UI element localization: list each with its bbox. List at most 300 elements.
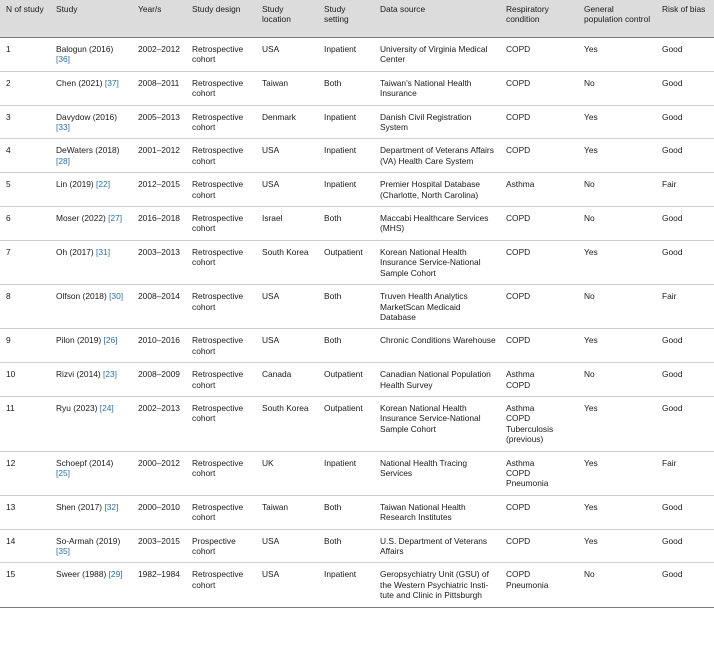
cell-value-source: Taiwan's National Health Insurance bbox=[380, 77, 472, 99]
cell-value-n: 5 bbox=[6, 179, 11, 190]
cell-value-n: 12 bbox=[6, 457, 16, 468]
cell-value-n: 4 bbox=[6, 145, 11, 156]
cell-condition bbox=[500, 396, 578, 451]
cell-study bbox=[50, 240, 132, 284]
cell-value-control: Yes bbox=[584, 246, 598, 257]
cell-years bbox=[132, 240, 186, 284]
cell-location bbox=[256, 207, 318, 241]
cell-source bbox=[374, 105, 500, 139]
cell-control bbox=[578, 173, 656, 207]
cell-years bbox=[132, 38, 186, 72]
cell-n bbox=[0, 139, 50, 173]
cell-study bbox=[50, 207, 132, 241]
cell-study bbox=[50, 71, 132, 105]
cell-value-years: 2005–2013 bbox=[138, 111, 180, 122]
cell-bias bbox=[656, 563, 714, 607]
cell-setting bbox=[318, 71, 374, 105]
cell-condition bbox=[500, 363, 578, 397]
cell-value-bias: Fair bbox=[662, 179, 677, 190]
cell-value-n: 7 bbox=[6, 246, 11, 257]
citation-link[interactable]: [35] bbox=[56, 546, 70, 556]
citation-link[interactable]: [25] bbox=[56, 467, 70, 478]
table-row bbox=[0, 451, 714, 495]
cell-condition bbox=[500, 329, 578, 363]
cell-bias bbox=[656, 105, 714, 139]
cell-setting bbox=[318, 240, 374, 284]
cell-n bbox=[0, 363, 50, 397]
cell-value-setting: Both bbox=[324, 213, 342, 224]
cell-value-design: Retrospective cohort bbox=[192, 213, 244, 234]
table-row bbox=[0, 529, 714, 563]
table-row bbox=[0, 329, 714, 363]
study-name: Shen (2017) bbox=[56, 501, 103, 512]
cell-bias bbox=[656, 495, 714, 529]
cell-bias bbox=[656, 173, 714, 207]
cell-value-condition: COPD bbox=[506, 77, 531, 88]
cell-value-years: 2001–2012 bbox=[138, 145, 180, 156]
cell-value-control: No bbox=[584, 179, 595, 190]
cell-control bbox=[578, 363, 656, 397]
table-row bbox=[0, 173, 714, 207]
citation-link[interactable]: [32] bbox=[104, 501, 119, 512]
study-name: Rizvi (2014) bbox=[56, 369, 101, 380]
cell-value-condition: COPD bbox=[506, 246, 531, 257]
cell-condition bbox=[500, 71, 578, 105]
table-row bbox=[0, 105, 714, 139]
cell-setting bbox=[318, 38, 374, 72]
cell-setting bbox=[318, 285, 374, 329]
cell-design bbox=[186, 285, 256, 329]
cell-value-years: 2016–2018 bbox=[138, 213, 180, 224]
cell-value-design: Retrospective cohort bbox=[192, 291, 244, 312]
cell-value-n: 13 bbox=[6, 501, 16, 512]
cell-location bbox=[256, 329, 318, 363]
cell-value-location: USA bbox=[262, 535, 280, 546]
cell-value-bias: Good bbox=[662, 369, 683, 380]
header-control: General population control bbox=[578, 0, 656, 38]
cell-location bbox=[256, 240, 318, 284]
cell-value-years: 2000–2010 bbox=[138, 501, 180, 512]
cell-value-setting: Outpatient bbox=[324, 246, 363, 257]
cell-value-n: 6 bbox=[6, 213, 11, 224]
header-bias: Risk of bias bbox=[656, 0, 714, 38]
cell-location bbox=[256, 563, 318, 607]
cell-setting bbox=[318, 495, 374, 529]
header-years: Year/s bbox=[132, 0, 186, 38]
cell-study bbox=[50, 173, 132, 207]
cell-value-setting: Inpatient bbox=[324, 44, 357, 54]
table-row bbox=[0, 396, 714, 451]
study-name: Ryu (2023) bbox=[56, 402, 98, 413]
cell-years bbox=[132, 71, 186, 105]
cell-control bbox=[578, 529, 656, 563]
cell-value-source: Department of Veterans Affairs (VA) Health Care System bbox=[380, 145, 494, 166]
cell-setting bbox=[318, 139, 374, 173]
cell-value-n: 8 bbox=[6, 291, 11, 302]
cell-value-source: Taiwan National Health Research Institutes bbox=[380, 501, 466, 523]
cell-control bbox=[578, 451, 656, 495]
cell-source bbox=[374, 451, 500, 495]
cell-value-n: 2 bbox=[6, 77, 11, 88]
cell-value-bias: Good bbox=[662, 246, 683, 257]
cell-condition bbox=[500, 139, 578, 173]
cell-value-control: No bbox=[584, 569, 595, 580]
cell-setting bbox=[318, 207, 374, 241]
cell-value-bias: Good bbox=[662, 213, 683, 224]
cell-condition bbox=[500, 38, 578, 72]
cell-source bbox=[374, 495, 500, 529]
cell-value-design: Retrospective cohort bbox=[192, 402, 244, 424]
cell-bias bbox=[656, 139, 714, 173]
cell-value-design: Retrospective cohort bbox=[192, 569, 244, 590]
cell-value-location: Taiwan bbox=[262, 77, 289, 88]
cell-n bbox=[0, 495, 50, 529]
cell-value-n: 11 bbox=[6, 402, 15, 413]
cell-design bbox=[186, 105, 256, 139]
cell-setting bbox=[318, 529, 374, 563]
cell-design bbox=[186, 363, 256, 397]
citation-link[interactable]: [30] bbox=[109, 291, 124, 302]
cell-value-source: Premier Hospital Database (Charlotte, North Carolina) bbox=[380, 179, 481, 200]
cell-value-bias: Good bbox=[662, 501, 683, 512]
cell-control bbox=[578, 139, 656, 173]
cell-source bbox=[374, 285, 500, 329]
cell-control bbox=[578, 71, 656, 105]
cell-location bbox=[256, 285, 318, 329]
study-name: Oh (2017) bbox=[56, 246, 94, 257]
cell-n bbox=[0, 529, 50, 563]
cell-n bbox=[0, 240, 50, 284]
study-name: Balogun (2016) bbox=[56, 44, 114, 54]
cell-bias bbox=[656, 329, 714, 363]
cell-design bbox=[186, 71, 256, 105]
cell-value-bias: Good bbox=[662, 77, 683, 88]
cell-study bbox=[50, 451, 132, 495]
cell-value-years: 2008–2011 bbox=[138, 77, 180, 88]
cell-years bbox=[132, 451, 186, 495]
cell-n bbox=[0, 71, 50, 105]
cell-study bbox=[50, 139, 132, 173]
cell-n bbox=[0, 285, 50, 329]
cell-value-source: National Health Tracing Services bbox=[380, 457, 468, 478]
cell-value-location: USA bbox=[262, 291, 280, 302]
cell-value-control: No bbox=[584, 77, 595, 88]
cell-source bbox=[374, 529, 500, 563]
cell-value-control: Yes bbox=[584, 111, 598, 122]
study-name: Davydow (2016) bbox=[56, 111, 117, 122]
cell-value-source: Canadian National Population Health Survey bbox=[380, 369, 491, 390]
cell-value-condition: Asthma bbox=[506, 179, 535, 190]
cell-study bbox=[50, 285, 132, 329]
cell-location bbox=[256, 139, 318, 173]
cell-control bbox=[578, 38, 656, 72]
cell-value-control: Yes bbox=[584, 335, 598, 346]
cell-setting bbox=[318, 363, 374, 397]
cell-setting bbox=[318, 451, 374, 495]
cell-design bbox=[186, 495, 256, 529]
cell-value-n: 15 bbox=[6, 569, 16, 580]
cell-value-source: University of Virginia Medical Center bbox=[380, 44, 488, 65]
cell-value-n: 14 bbox=[6, 535, 16, 546]
cell-study bbox=[50, 563, 132, 607]
cell-years bbox=[132, 396, 186, 451]
cell-condition bbox=[500, 495, 578, 529]
cell-value-condition: COPD bbox=[506, 501, 531, 512]
cell-value-setting: Inpatient bbox=[324, 179, 357, 190]
study-name: Moser (2022) bbox=[56, 213, 106, 224]
cell-value-years: 2002–2012 bbox=[138, 44, 180, 54]
cell-location bbox=[256, 396, 318, 451]
cell-source bbox=[374, 173, 500, 207]
cell-bias bbox=[656, 451, 714, 495]
table-row bbox=[0, 285, 714, 329]
cell-design bbox=[186, 396, 256, 451]
cell-value-location: South Korea bbox=[262, 246, 309, 257]
cell-source bbox=[374, 71, 500, 105]
cell-value-setting: Inpatient bbox=[324, 111, 357, 122]
cell-location bbox=[256, 173, 318, 207]
cell-value-setting: Inpatient bbox=[324, 457, 357, 468]
cell-study bbox=[50, 363, 132, 397]
study-name: Olfson (2018) bbox=[56, 291, 107, 302]
cell-value-setting: Both bbox=[324, 291, 342, 302]
study-name: Sweer (1988) bbox=[56, 569, 107, 580]
table-row bbox=[0, 363, 714, 397]
cell-value-bias: Good bbox=[662, 111, 683, 122]
cell-value-design: Retrospective cohort bbox=[192, 77, 244, 99]
cell-value-control: No bbox=[584, 213, 595, 224]
cell-source bbox=[374, 329, 500, 363]
citation-link[interactable]: [37] bbox=[104, 77, 119, 88]
header-condition: Respiratory condition bbox=[500, 0, 578, 38]
cell-study bbox=[50, 396, 132, 451]
cell-value-design: Retrospective cohort bbox=[192, 369, 244, 390]
cell-value-condition: COPD bbox=[506, 291, 531, 302]
cell-value-bias: Good bbox=[662, 44, 683, 54]
cell-source bbox=[374, 396, 500, 451]
table-row bbox=[0, 495, 714, 529]
cell-value-years: 2008–2014 bbox=[138, 291, 180, 302]
cell-design bbox=[186, 329, 256, 363]
cell-value-source: Korean National Health Insurance Service-National Sample Cohort bbox=[380, 402, 481, 434]
cell-source bbox=[374, 207, 500, 241]
cell-value-control: Yes bbox=[584, 535, 598, 546]
header-design: Study design bbox=[186, 0, 256, 38]
table-row bbox=[0, 240, 714, 284]
citation-link[interactable]: [36] bbox=[56, 54, 70, 65]
cell-value-design: Retrospective cohort bbox=[192, 179, 244, 200]
cell-years bbox=[132, 495, 186, 529]
cell-source bbox=[374, 38, 500, 72]
citation-link[interactable]: [28] bbox=[56, 155, 70, 166]
cell-control bbox=[578, 563, 656, 607]
cell-value-years: 2003–2013 bbox=[138, 246, 180, 257]
cell-location bbox=[256, 363, 318, 397]
cell-years bbox=[132, 139, 186, 173]
cell-condition bbox=[500, 563, 578, 607]
cell-design bbox=[186, 451, 256, 495]
cell-value-setting: Both bbox=[324, 77, 342, 88]
header-setting: Study setting bbox=[318, 0, 374, 38]
cell-value-bias: Good bbox=[662, 145, 683, 156]
table-row bbox=[0, 563, 714, 607]
cell-years bbox=[132, 285, 186, 329]
cell-value-source: Maccabi Healthcare Services (MHS) bbox=[380, 213, 489, 234]
cell-value-bias: Good bbox=[662, 335, 683, 346]
cell-condition bbox=[500, 529, 578, 563]
cell-value-setting: Both bbox=[324, 335, 342, 346]
cell-value-source: Truven Health Analytics MarketScan Medicaid Database bbox=[380, 291, 468, 322]
cell-study bbox=[50, 105, 132, 139]
cell-condition bbox=[500, 207, 578, 241]
table-row bbox=[0, 38, 714, 72]
cell-value-source: Danish Civil Registration System bbox=[380, 111, 472, 133]
cell-study bbox=[50, 529, 132, 563]
citation-link[interactable]: [27] bbox=[108, 213, 123, 224]
cell-location bbox=[256, 529, 318, 563]
table-row bbox=[0, 207, 714, 241]
cell-design bbox=[186, 563, 256, 607]
cell-value-n: 3 bbox=[6, 111, 11, 122]
cell-location bbox=[256, 105, 318, 139]
cell-value-control: Yes bbox=[584, 44, 598, 54]
cell-value-location: USA bbox=[262, 335, 280, 346]
cell-setting bbox=[318, 105, 374, 139]
cell-source bbox=[374, 363, 500, 397]
cell-bias bbox=[656, 38, 714, 72]
header-row bbox=[0, 0, 714, 38]
study-name: Chen (2021) bbox=[56, 77, 103, 88]
cell-control bbox=[578, 105, 656, 139]
cell-control bbox=[578, 240, 656, 284]
cell-value-condition: COPD bbox=[506, 213, 531, 224]
cell-value-years: 2010–2016 bbox=[138, 335, 180, 346]
cell-location bbox=[256, 71, 318, 105]
cell-study bbox=[50, 38, 132, 72]
cell-value-design: Retrospective cohort bbox=[192, 111, 244, 133]
cell-value-setting: Outpatient bbox=[324, 402, 363, 413]
cell-value-setting: Inpatient bbox=[324, 145, 357, 156]
cell-value-control: Yes bbox=[584, 402, 598, 413]
cell-condition bbox=[500, 105, 578, 139]
citation-link[interactable]: [29] bbox=[108, 569, 123, 580]
study-name: So-Armah (2019) bbox=[56, 535, 121, 546]
cell-value-location: South Korea bbox=[262, 402, 309, 413]
cell-value-condition: COPD bbox=[506, 335, 531, 346]
cell-value-control: Yes bbox=[584, 457, 598, 468]
cell-bias bbox=[656, 71, 714, 105]
cell-study bbox=[50, 495, 132, 529]
citation-link[interactable]: [31] bbox=[96, 246, 111, 257]
cell-condition bbox=[500, 285, 578, 329]
cell-control bbox=[578, 329, 656, 363]
citation-link[interactable]: [23] bbox=[103, 369, 117, 380]
cell-value-control: Yes bbox=[584, 145, 598, 156]
cell-bias bbox=[656, 396, 714, 451]
cell-value-setting: Inpatient bbox=[324, 569, 357, 580]
cell-value-design: Retrospective cohort bbox=[192, 145, 244, 166]
cell-value-design: Retrospective cohort bbox=[192, 501, 244, 523]
cell-value-condition: COPD bbox=[506, 111, 531, 122]
citation-link[interactable]: [33] bbox=[56, 122, 70, 133]
cell-value-condition: Asthma COPD bbox=[506, 369, 535, 390]
cell-value-n: 9 bbox=[6, 335, 11, 346]
cell-value-condition: COPD bbox=[506, 145, 531, 156]
cell-value-control: No bbox=[584, 369, 595, 380]
cell-value-years: 2002–2013 bbox=[138, 402, 180, 413]
cell-n bbox=[0, 105, 50, 139]
cell-bias bbox=[656, 240, 714, 284]
cell-design bbox=[186, 240, 256, 284]
cell-source bbox=[374, 563, 500, 607]
header-location: Study location bbox=[256, 0, 318, 38]
cell-value-bias: Fair bbox=[662, 457, 677, 468]
cell-value-condition: COPD Pneumonia bbox=[506, 569, 549, 590]
cell-n bbox=[0, 396, 50, 451]
cell-bias bbox=[656, 363, 714, 397]
cell-design bbox=[186, 529, 256, 563]
cell-n bbox=[0, 38, 50, 72]
cell-location bbox=[256, 495, 318, 529]
cell-source bbox=[374, 240, 500, 284]
cell-setting bbox=[318, 329, 374, 363]
cell-value-design: Retrospective cohort bbox=[192, 44, 244, 65]
cell-study bbox=[50, 329, 132, 363]
cell-years bbox=[132, 563, 186, 607]
header-n: N of study bbox=[0, 0, 50, 38]
cell-value-location: Denmark bbox=[262, 111, 296, 122]
cell-value-setting: Outpatient bbox=[324, 369, 363, 380]
cell-setting bbox=[318, 396, 374, 451]
citation-link[interactable]: [22] bbox=[96, 179, 111, 190]
cell-bias bbox=[656, 285, 714, 329]
cell-value-condition: Asthma COPD Pneumonia bbox=[506, 457, 549, 489]
study-name: Schoepf (2014) bbox=[56, 457, 114, 468]
cell-control bbox=[578, 396, 656, 451]
cell-design bbox=[186, 38, 256, 72]
cell-n bbox=[0, 563, 50, 607]
cell-value-control: Yes bbox=[584, 501, 598, 512]
citation-link[interactable]: [26] bbox=[103, 335, 118, 346]
cell-value-design: Retrospective cohort bbox=[192, 246, 244, 268]
study-name: DeWaters (2018) bbox=[56, 145, 120, 156]
cell-value-source: Geropsychiatry Unit (GSU) of the Western Psychiatric Insti- tute and Clinic in Pittsburgh bbox=[380, 569, 489, 601]
table-row bbox=[0, 139, 714, 173]
cell-value-location: USA bbox=[262, 179, 280, 190]
cell-value-years: 2000–2012 bbox=[138, 457, 180, 468]
cell-value-years: 2003–2015 bbox=[138, 535, 180, 546]
cell-value-n: 1 bbox=[6, 44, 11, 54]
cell-value-control: No bbox=[584, 291, 595, 302]
cell-n bbox=[0, 173, 50, 207]
cell-value-setting: Both bbox=[324, 535, 342, 546]
cell-value-design: Retrospective cohort bbox=[192, 335, 244, 356]
cell-value-bias: Good bbox=[662, 569, 683, 580]
cell-years bbox=[132, 329, 186, 363]
cell-n bbox=[0, 207, 50, 241]
cell-value-location: Taiwan bbox=[262, 501, 289, 512]
cell-source bbox=[374, 139, 500, 173]
cell-value-location: USA bbox=[262, 145, 280, 156]
cell-value-condition: COPD bbox=[506, 535, 531, 546]
cell-n bbox=[0, 451, 50, 495]
cell-value-years: 1982–1984 bbox=[138, 569, 180, 580]
cell-value-source: U.S. Department of Veterans Affairs bbox=[380, 535, 488, 556]
cell-years bbox=[132, 173, 186, 207]
cell-value-location: Canada bbox=[262, 369, 292, 380]
citation-link[interactable]: [24] bbox=[99, 402, 114, 413]
cell-setting bbox=[318, 173, 374, 207]
